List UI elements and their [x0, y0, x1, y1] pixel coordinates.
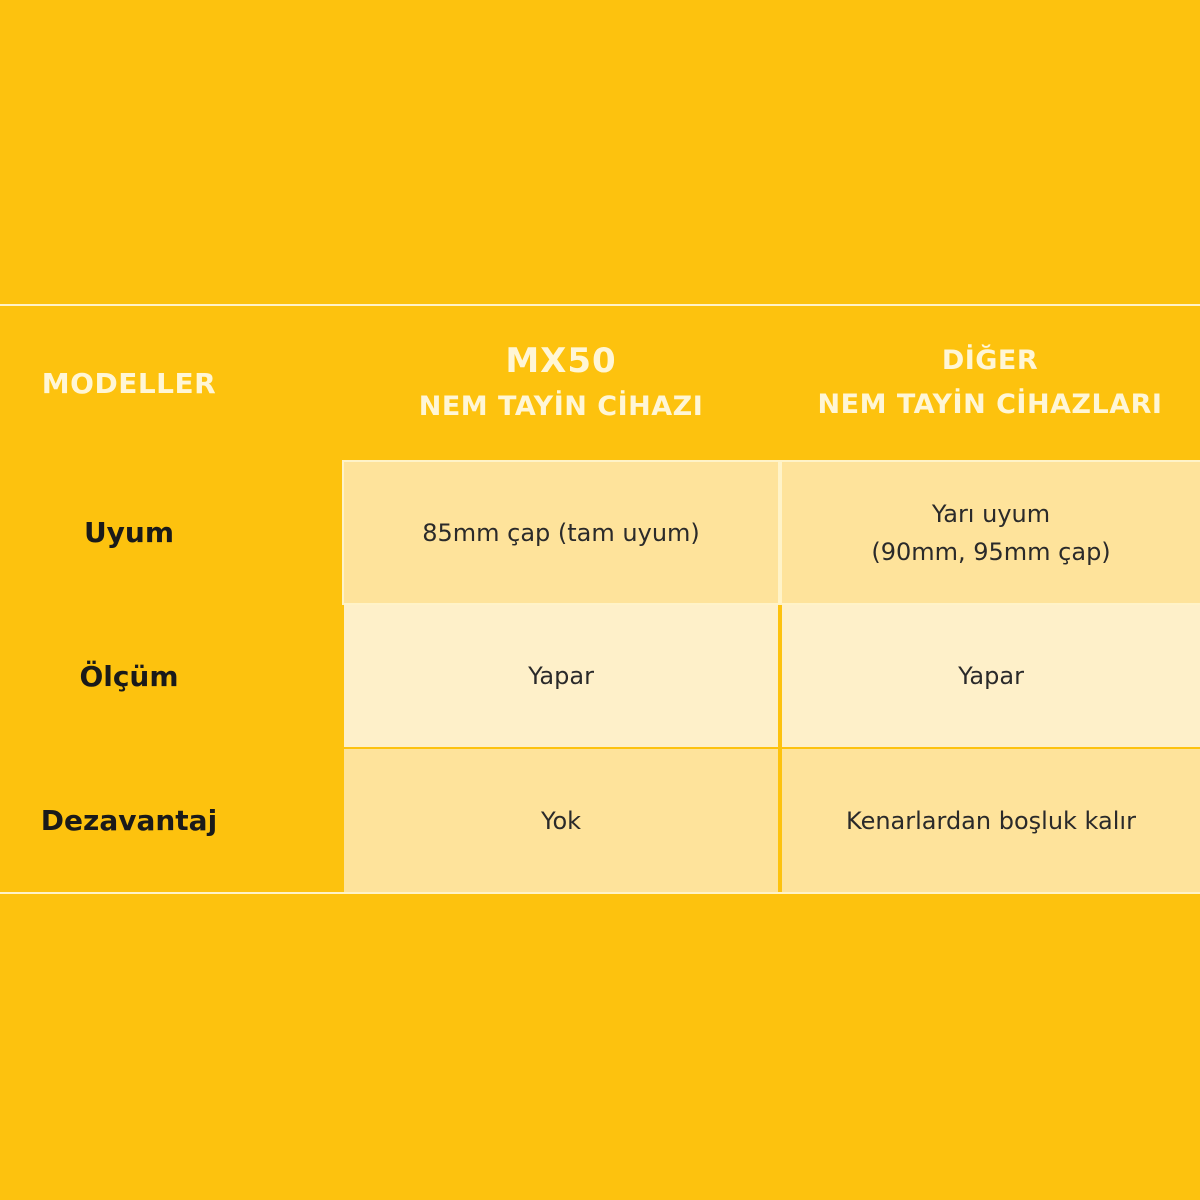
cell-text: Kenarlardan boşluk kalır: [846, 806, 1136, 835]
cell-text: Yok: [540, 806, 582, 835]
row-label-olcum: [0, 605, 258, 747]
row-label-uyum: [0, 462, 258, 603]
header-other: [780, 306, 1200, 460]
row-label-dezavantaj: [0, 749, 258, 892]
table-cell-uyum-mx50: [344, 462, 778, 603]
row-label-text: Dezavantaj: [40, 804, 218, 837]
table-cell-olcum-other: [782, 605, 1200, 747]
table-cell-uyum-other: [782, 462, 1200, 603]
cell-text: 85mm çap (tam uyum): [422, 518, 700, 547]
header-mx50-title: MX50: [505, 341, 617, 381]
table-bottom-rule: [0, 892, 1200, 894]
header-models-label: MODELLER: [41, 366, 217, 400]
comparison-table: [0, 306, 1200, 892]
table-cell-dezavantaj-mx50: [344, 749, 778, 892]
header-mx50: [342, 306, 780, 460]
table-cell-olcum-mx50: [344, 605, 778, 747]
row-label-text: Ölçüm: [79, 659, 179, 693]
header-other-subtitle: NEM TAYİN CİHAZLARI: [817, 389, 1163, 420]
cell-text: Yapar: [528, 662, 594, 690]
header-other-title: DİĞER: [941, 345, 1039, 376]
cell-text-line2: (90mm, 95mm çap): [871, 537, 1111, 566]
cell-text-line1: Yarı uyum: [931, 499, 1051, 528]
header-models: [0, 306, 258, 460]
row-label-text: Uyum: [83, 516, 175, 549]
table-cell-dezavantaj-other: [782, 749, 1200, 892]
cell-text: Yapar: [958, 662, 1024, 690]
header-mx50-subtitle: NEM TAYİN CİHAZI: [418, 391, 704, 422]
